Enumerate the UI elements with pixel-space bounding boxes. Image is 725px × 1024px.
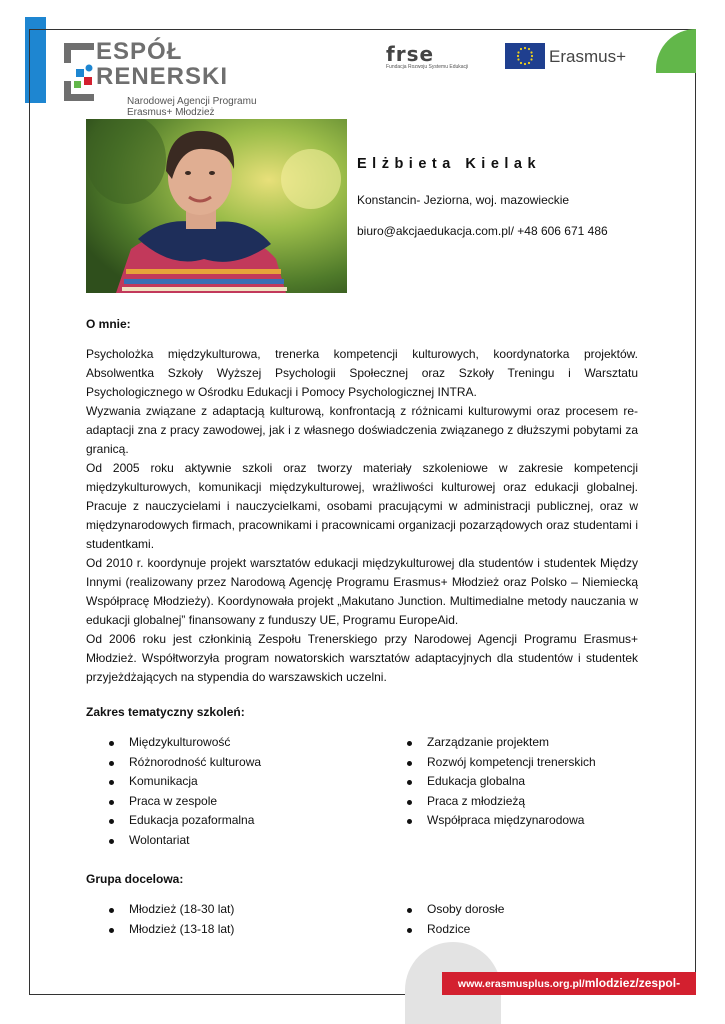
list-item: Edukacja globalna (404, 772, 596, 792)
eu-flag-icon (505, 43, 545, 69)
target-list-left (106, 900, 234, 939)
list-item: Komunikacja (106, 772, 261, 792)
list-item: Wolontariat (106, 831, 261, 851)
url-suffix: /zespol-trenerski (543, 976, 681, 1014)
list-item: Rodzice (404, 920, 504, 940)
list-item: Osoby dorosłe (404, 900, 504, 920)
frse-caption: Fundacja Rozwoju Systemu Edukacji (386, 64, 469, 70)
about-heading: O mnie: (86, 317, 131, 331)
list-item: Międzykulturowość (106, 733, 261, 753)
erasmus-plus-logo (505, 43, 645, 71)
topics-list-left (106, 733, 261, 850)
about-paragraph: Od 2010 r. koordynuje projekt warsztatów edukacji międzykulturowej dla studentów i studentek Między Innymi (realizowany przez Narodową Agencję Programu Erasmus+ Młodzież oraz Polsko – Niemiecką Współpracę Młodzieży). Koordynowała projekt „Makutano Junction. Multimedialne metody nauczania w edukacji globalnej” finansowany z funduszy UE, Programu EuropeAid. (86, 556, 638, 627)
about-paragraph: Od 2005 roku aktywnie szkoli oraz tworzy materiały szkoleniowe w zakresie kompetencji międzykulturowych, komunikacji międzykulturowej, wrażliwości kulturowej oraz edukacji globalnej. Pracuje z nauczycielami i nauczycielkami, osobami pracującymi w administracji publicznej, oraz w międzynarodowych firmach, pracownikami i pracownicami organizacji pozarządowych oraz studentami i studentkami. (86, 461, 638, 551)
url-mid: mlodziez (584, 976, 636, 990)
logo-text-line1: ESPÓŁ (96, 38, 183, 65)
url-prefix: www.erasmusplus.org.pl/ (457, 978, 585, 990)
about-paragraph: Od 2006 roku jest członkinią Zespołu Trenerskiego przy Narodowej Agencji Programu Erasmus+ Młodzież. Współtworzyła program nowatorskich warsztatów adaptacyjnych dla studentów i studentek przyjeżdżających na stypendia do warszawskich uczelni. (86, 632, 638, 684)
logo-subtitle-line1: Narodowej Agencji Programu (127, 96, 257, 107)
frse-logo (386, 42, 469, 74)
profile-photo (86, 119, 347, 293)
list-item: Zarządzanie projektem (404, 733, 596, 753)
about-paragraph: Psycholożka międzykulturowa, trenerka kompetencji kulturowych, koordynatorka projektów. Absolwentka Szkoły Wyższej Psychologii Społecznej oraz Szkoły Treningu i Warsztatu Psychologicznego w Ośrodku Edukacji i Pomocy Psychologicznej INTRA. (86, 347, 638, 399)
target-list-right (404, 900, 504, 939)
list-item: Młodzież (13-18 lat) (106, 920, 234, 940)
list-item: Rozwój kompetencji trenerskich (404, 753, 596, 773)
logo-text-line2: RENERSKI (96, 63, 229, 90)
about-paragraph: Wyzwania związane z adaptacją kulturową, konfrontacją z różnicami kulturowymi oraz procesem re-adaptacji zna z pracy zawodowej, jak i z własnego doświadczenia związanego z dłuższymi pobytami za granicą. (86, 404, 638, 456)
person-name: Elżbieta Kielak (357, 156, 542, 172)
list-item: Współpraca międzynarodowa (404, 811, 596, 831)
person-location: Konstancin- Jeziorna, woj. mazowieckie (357, 193, 570, 207)
list-item: Młodzież (18-30 lat) (106, 900, 234, 920)
list-item: Różnorodność kulturowa (106, 753, 261, 773)
topics-heading: Zakres tematyczny szkoleń: (86, 705, 245, 719)
person-contact: biuro@akcjaedukacja.com.pl/ +48 606 671 486 (357, 224, 608, 238)
about-text (86, 345, 638, 687)
list-item: Praca z młodzieżą (404, 792, 596, 812)
frse-letters: frse (386, 42, 435, 66)
list-item: Praca w zespole (106, 792, 261, 812)
list-item: Edukacja pozaformalna (106, 811, 261, 831)
topics-list-right (404, 733, 596, 831)
erasmus-plus-label: Erasmus+ (549, 47, 626, 66)
website-url-bar[interactable] (442, 972, 696, 1014)
logo-subtitle-line2: Erasmus+ Młodzież (127, 107, 215, 118)
zespol-trenerski-logo (62, 38, 282, 118)
target-heading: Grupa docelowa: (86, 872, 184, 886)
